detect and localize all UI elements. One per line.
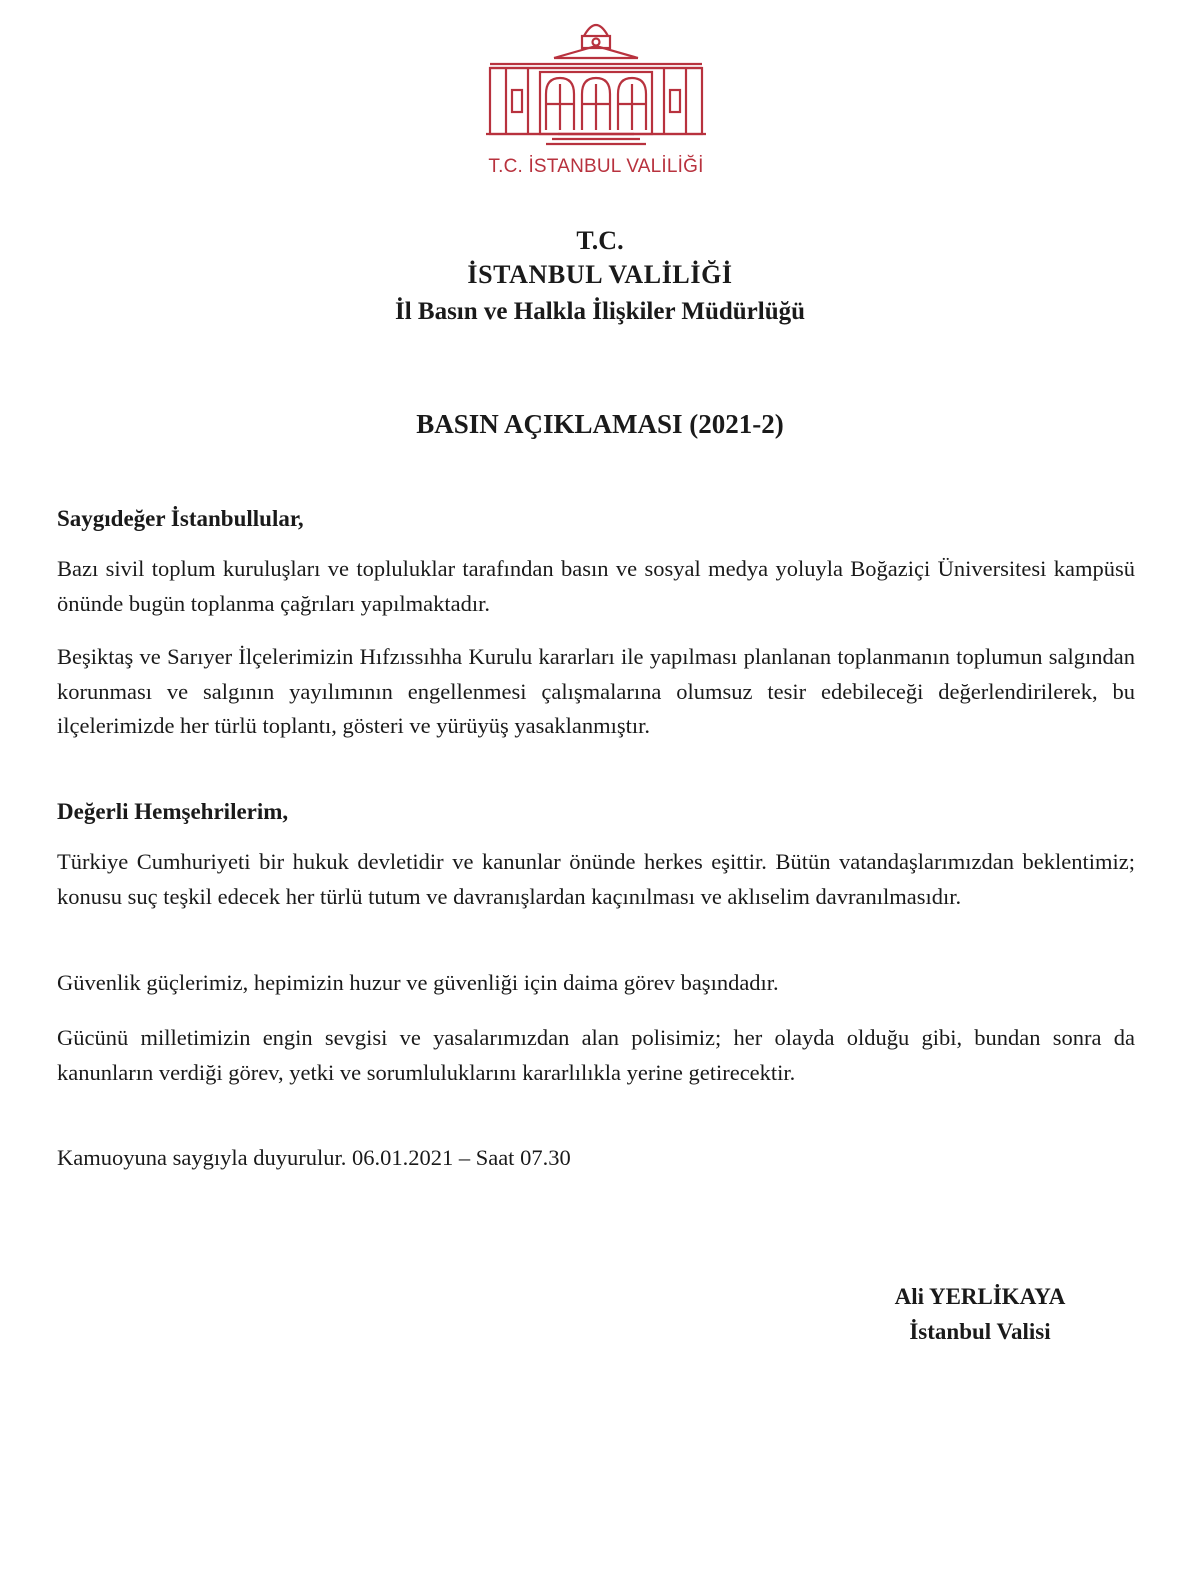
paragraph-2: Beşiktaş ve Sarıyer İlçelerimizin Hıfzıssıhha Kurulu kararları ile yapılması planlanan toplanmanın toplumun salgından korunması ve salgının yayılımının engellenmesi çalışmalarına olumsuz tesir edebileceği değerlendirilerek, bu ilçelerimizde her türlü toplantı, gösteri ve yürüyüş yasaklanmıştır. — [57, 644, 1135, 738]
greeting-fellow-citizens: Değerli Hemşehrilerim, — [57, 799, 289, 824]
header-governorship: İSTANBUL VALİLİĞİ — [467, 260, 733, 289]
greeting-citizens: Saygıdeğer İstanbullular, — [57, 506, 304, 531]
governorship-logo — [484, 10, 708, 180]
paragraph-4: Güvenlik güçlerimiz, hepimizin huzur ve güvenliği için daima görev başındadır. — [57, 970, 779, 995]
document-title: BASIN AÇIKLAMASI (2021-2) — [416, 409, 784, 439]
header-tc: T.C. — [576, 226, 624, 255]
signatory-role: İstanbul Valisi — [909, 1319, 1051, 1344]
logo-caption: T.C. İSTANBUL VALİLİĞİ — [488, 156, 704, 177]
paragraph-5: Gücünü milletimizin engin sevgisi ve yasalarımızdan alan polisimiz; her olayda olduğu gibi, bundan sonra da kanunların verdiği görev, yetki ve sorumluluklarını kararlılıkla yerine getirecektir. — [57, 1025, 1135, 1085]
paragraph-1: Bazı sivil toplum kuruluşları ve topluluklar tarafından basın ve sosyal medya yoluyla Boğaziçi Üniversitesi kampüsü önünde bugün toplanma çağrıları yapılmaktadır. — [57, 556, 1135, 616]
paragraph-3: Türkiye Cumhuriyeti bir hukuk devletidir ve kanunlar önünde herkes eşittir. Bütün vatandaşlarımızdan beklentimiz; konusu suç teşkil edecek her türlü tutum ve davranışlardan kaçınılması ve aklıselim davranılmasıdır. — [57, 849, 1135, 909]
building-icon — [484, 10, 708, 150]
signatory-name: Ali YERLİKAYA — [894, 1284, 1066, 1309]
closing-line: Kamuoyuna saygıyla duyurulur. 06.01.2021 – Saat 07.30 — [57, 1145, 571, 1170]
signature-block — [820, 1279, 1140, 1349]
header-department: İl Basın ve Halkla İlişkiler Müdürlüğü — [394, 298, 806, 325]
